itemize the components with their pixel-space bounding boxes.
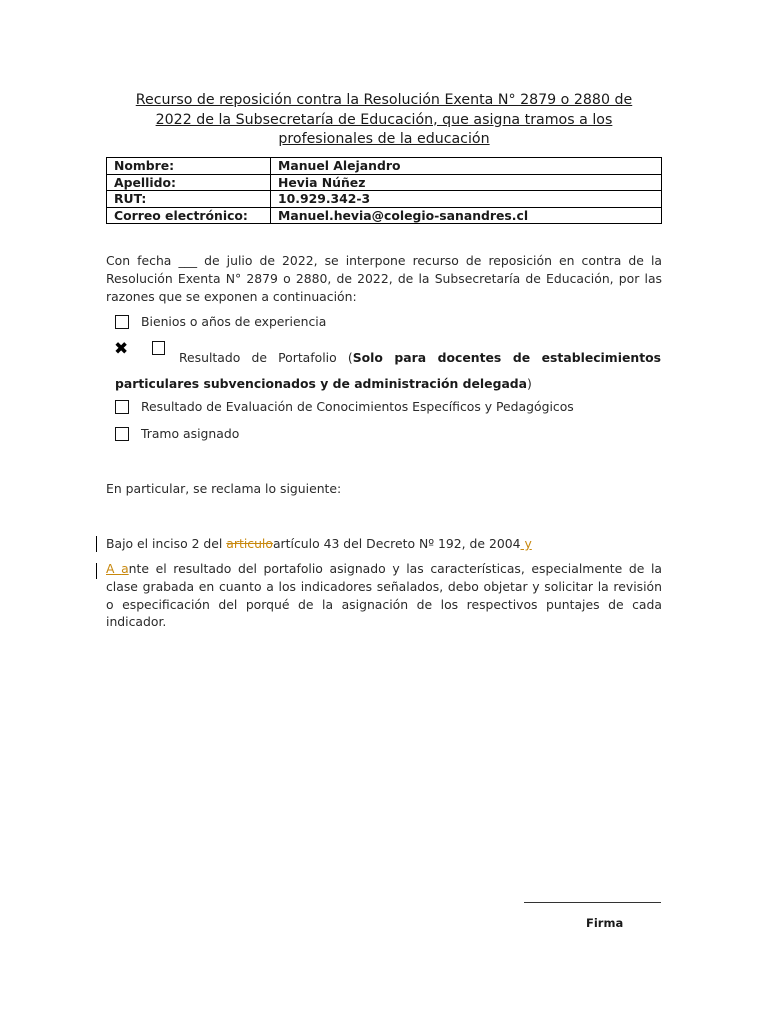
tracked-deletion: A [106,561,122,576]
option-evaluacion[interactable] [115,399,574,414]
tracked-deletion: articulo [226,536,273,551]
option-tramo-label: Tramo asignado [141,426,240,441]
option-tramo[interactable] [115,426,239,441]
surname-label: Apellido: [107,174,271,191]
option-bienios[interactable] [115,314,326,329]
table-row [107,191,662,208]
title-line-2: 2022 de la Subsecretaría de Educación, que asigna tramos a los [155,111,613,128]
change-bar [96,536,97,552]
inciso-text-before: Bajo el inciso 2 del [106,536,227,551]
signature-label: Firma [586,916,624,930]
change-bar [96,563,97,579]
email-label: Correo electrónico: [107,207,271,224]
checkbox-tramo[interactable] [115,427,129,441]
tracked-insertion: a [121,561,129,576]
inciso-paragraph [106,535,662,553]
option-portafolio-note: Solo para docentes de establecimientos particulares subvencionados y de administración delegada [115,350,662,391]
title-line-3: profesionales de la educación [278,131,490,147]
ante-paragraph [106,560,662,631]
name-label: Nombre: [107,158,271,175]
table-row [107,207,662,224]
option-portafolio [115,345,661,397]
table-row [107,158,662,175]
reclama-paragraph: En particular, se reclama lo siguiente: [106,481,342,496]
surname-value: Hevia Núñez [271,174,662,191]
personal-info-table [106,157,662,224]
document-title [106,91,662,150]
option-portafolio-close: ) [527,376,532,391]
cross-mark-icon: ✖ [114,339,129,359]
rut-label: RUT: [107,191,271,208]
table-row [107,174,662,191]
email-value: Manuel.hevia@colegio-sanandres.cl [271,207,662,224]
checkbox-bienios[interactable] [115,315,129,329]
option-bienios-label: Bienios o años de experiencia [141,314,327,329]
rut-value: 10.929.342-3 [271,191,662,208]
title-line-1: Recurso de reposición contra la Resolución Exenta N° 2879 o 2880 de [135,92,633,108]
checkbox-evaluacion[interactable] [115,400,129,414]
intro-paragraph: Con fecha ___ de julio de 2022, se interpone recurso de reposición en contra de la Resolución Exenta N° 2879 o 2880, de 2022, de la Subsecretaría de Educación, por las razones que se exponen a continuación: [106,253,662,304]
option-portafolio-label: Resultado de Portafolio ( [179,350,353,365]
ante-text: nte el resultado del portafolio asignado y las características, especialmente de la clase grabada en cuanto a los indicadores señalados, debo objetar y solicitar la revisión o especificación del porqué de la asignación de los respectivos puntajes de cada indicador. [106,561,662,630]
tracked-insertion: y [520,536,532,551]
name-value: Manuel Alejandro [271,158,662,175]
signature-line [524,902,661,903]
option-evaluacion-label: Resultado de Evaluación de Conocimientos Específicos y Pedagógicos [141,399,574,414]
inciso-text-after: artículo 43 del Decreto Nº 192, de 2004 [272,536,521,551]
